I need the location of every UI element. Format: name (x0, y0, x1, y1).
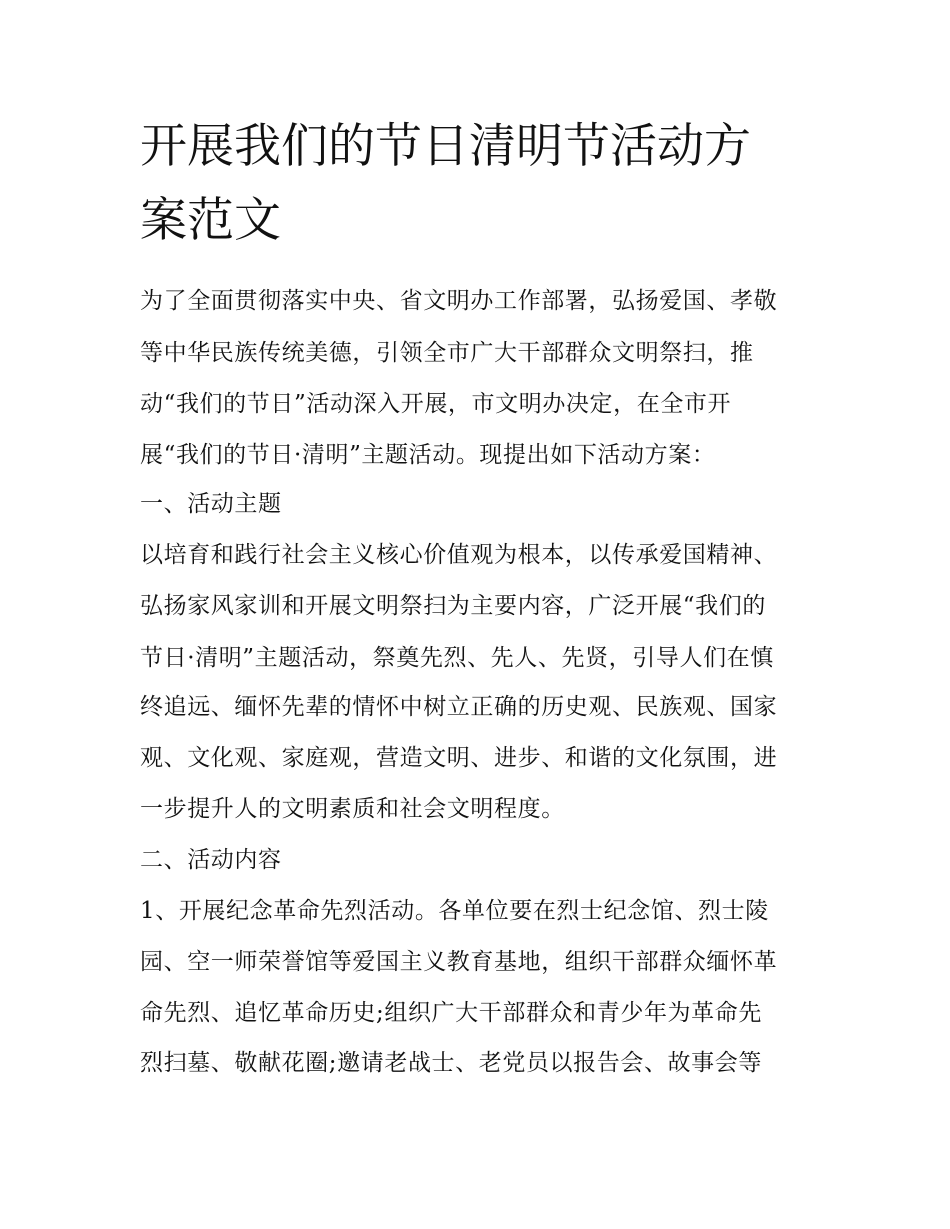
body-line: 节日·清明”主题活动，祭奠先烈、先人、先贤，引导人们在慎 (140, 645, 774, 671)
body-line: 为了全面贯彻落实中央、省文明办工作部署，弘扬爱国、孝敬 (140, 288, 778, 314)
section-heading-theme: 一、活动主题 (140, 491, 282, 517)
document-title-line-1: 开展我们的节日清明节活动方 (140, 119, 751, 174)
body-line: 展“我们的节日·清明”主题活动。现提出如下活动方案： (140, 442, 716, 468)
body-line: 园、空一师荣誉馆等爱国主义教育基地，组织干部群众缅怀革 (140, 949, 778, 975)
body-line: 命先烈、追忆革命历史;组织广大干部群众和青少年为革命先 (140, 1000, 762, 1026)
body-line: 1、开展纪念革命先烈活动。各单位要在烈士纪念馆、烈士陵 (140, 898, 769, 924)
body-line: 动“我们的节日”活动深入开展，市文明办决定，在全市开 (140, 391, 732, 417)
body-line: 等中华民族传统美德，引领全市广大干部群众文明祭扫，推 (140, 340, 754, 366)
document-title-line-2: 案范文 (140, 193, 281, 248)
body-line: 烈扫墓、敬献花圈;邀请老战士、老党员以报告会、故事会等 (140, 1050, 762, 1076)
body-line: 一步提升人的文明素质和社会文明程度。 (140, 796, 565, 822)
body-line: 以培育和践行社会主义核心价值观为根本，以传承爱国精神、 (140, 542, 778, 568)
body-line: 弘扬家风家训和开展文明祭扫为主要内容，广泛开展“我们的 (140, 593, 766, 619)
body-line: 终追远、缅怀先辈的情怀中树立正确的历史观、民族观、国家 (140, 694, 778, 720)
section-heading-content: 二、活动内容 (140, 847, 282, 873)
body-line: 观、文化观、家庭观，营造文明、进步、和谐的文化氛围，进 (140, 745, 778, 771)
